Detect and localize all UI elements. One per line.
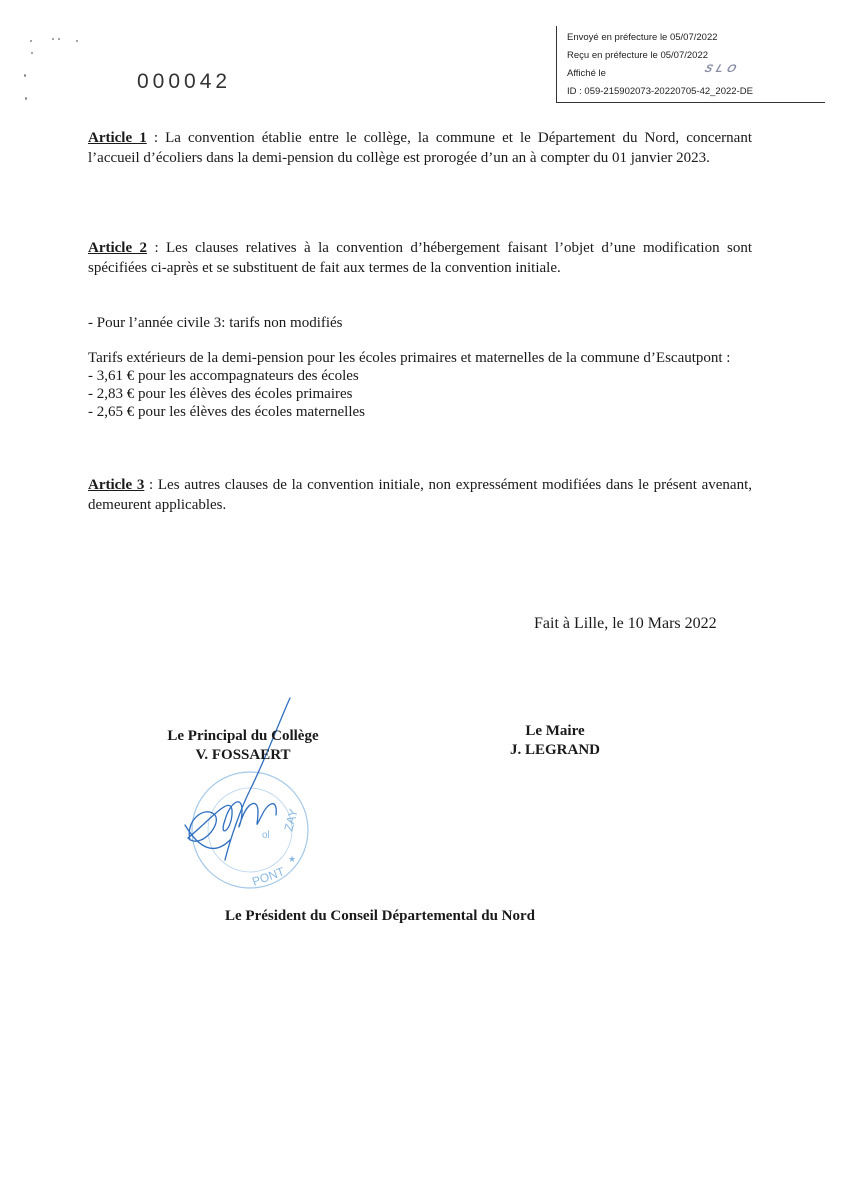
scan-speck [52, 38, 54, 40]
scan-speck [76, 40, 78, 42]
article-1-label: Article 1 [88, 130, 147, 146]
article-2-text: : Les clauses relatives à la convention d’hébergement faisant l’objet d’une modification sont spécifiées ci-après et se substituent de fait aux termes de la convention initiale. [88, 240, 752, 276]
principal-signature-block [155, 727, 331, 765]
principal-signature-seal [170, 690, 320, 900]
scan-speck [24, 74, 26, 77]
handwritten-signature [185, 698, 290, 860]
tariffs-intro: Tarifs extérieurs de la demi-pension pour les écoles primaires et maternelles de la commune d’Escautpont : [88, 350, 731, 366]
article-3-text: : Les autres clauses de la convention initiale, non expressément modifiées dans le présent avenant, demeurent applicables. [88, 477, 752, 513]
tariff-item: - 2,83 € pour les élèves des écoles primaires [88, 386, 353, 402]
article-3-label: Article 3 [88, 477, 145, 493]
scan-speck [58, 38, 60, 40]
article-2-label: Article 2 [88, 240, 148, 256]
scan-speck [25, 97, 27, 100]
mayor-name: J. LEGRAND [509, 742, 600, 758]
principal-name: V. FOSSAERT [195, 747, 291, 763]
president-title: Le Président du Conseil Départemental du Nord [225, 908, 535, 924]
mayor-signature-block [493, 722, 617, 760]
scan-speck [30, 40, 32, 42]
stamp-received: Reçu en préfecture le 05/07/2022 [567, 50, 709, 61]
svg-text:ZAY: ZAY [281, 807, 301, 833]
document-number: 000042 [137, 70, 232, 93]
article-1-text: : La convention établie entre le collège, la commune et le Département du Nord, concernant l’accueil d’écoliers dans la demi-pension du collège est prorogée d’un an à compter du 01 janvier 2023. [88, 130, 753, 166]
tariff-item: - 2,65 € pour les élèves des écoles maternelles [88, 404, 365, 420]
tariff-item: - 3,61 € pour les accompagnateurs des écoles [88, 368, 359, 384]
principal-title: Le Principal du Collège [167, 728, 319, 744]
mayor-title: Le Maire [525, 723, 585, 739]
stamp-id: ID : 059-215902073-20220705-42_2022-DE [567, 86, 753, 97]
svg-text:ol: ol [262, 830, 270, 841]
stamp-sent: Envoyé en préfecture le 05/07/2022 [567, 32, 718, 43]
prefecture-stamp [556, 26, 825, 103]
slo-logo: SLO [702, 63, 742, 75]
svg-text:PONT: PONT [250, 864, 287, 889]
place-date: Fait à Lille, le 10 Mars 2022 [534, 615, 717, 632]
article-2 [88, 238, 752, 278]
article-1 [88, 128, 752, 168]
scan-speck [31, 52, 33, 54]
article-3 [88, 475, 752, 515]
year-note: - Pour l’année civile 3: tarifs non modifiés [88, 315, 343, 331]
stamp-posted: Affiché le [567, 68, 606, 79]
svg-text:★: ★ [288, 855, 297, 865]
